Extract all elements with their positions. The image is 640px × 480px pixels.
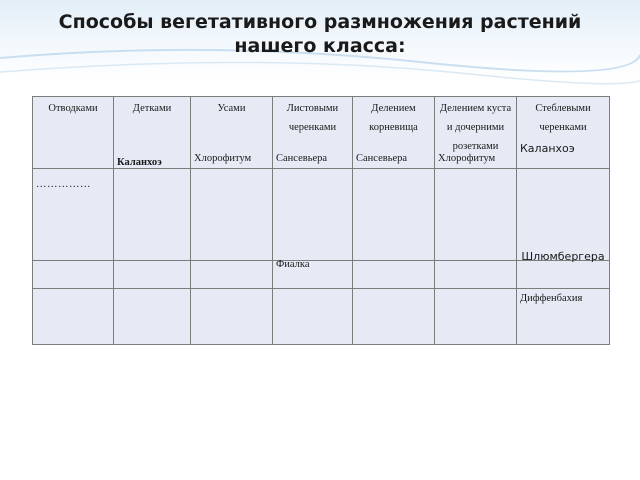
table-cell: Сансевьера xyxy=(353,169,435,261)
table-cell: Хлорофитум xyxy=(435,169,517,261)
table-cell xyxy=(114,289,191,345)
table-cell xyxy=(114,261,191,289)
header-cell-rhizome-division: Делением корневища xyxy=(353,97,435,169)
header-cell-runners: Усами xyxy=(191,97,273,169)
table-row xyxy=(33,261,610,289)
table-cell: Шлюмбергера xyxy=(517,261,610,289)
table-cell xyxy=(273,289,353,345)
table-cell xyxy=(435,289,517,345)
table-cell xyxy=(33,289,114,345)
table-cell: Фиалка xyxy=(273,261,353,289)
table-cell xyxy=(353,289,435,345)
header-cell-stem-cuttings: Стеблевыми черенками xyxy=(517,97,610,169)
table-cell: Диффенбахия xyxy=(517,289,610,345)
table-cell xyxy=(435,261,517,289)
page-title-line-1: Способы вегетативного размножения растений xyxy=(58,11,582,33)
page-title-line-2: нашего класса: xyxy=(234,35,406,57)
table-cell: Каланхоэ xyxy=(114,169,191,261)
table-cell xyxy=(191,289,273,345)
table-row xyxy=(33,289,610,345)
table-cell: Сансевьера xyxy=(273,169,353,261)
table-cell: …………… xyxy=(33,169,114,261)
table-cell xyxy=(353,261,435,289)
header-cell-leaf-cuttings: Листовыми черенками xyxy=(273,97,353,169)
table-cell xyxy=(191,261,273,289)
table-cell xyxy=(33,261,114,289)
header-cell-bush-division: Делением куста и дочерними розетками xyxy=(435,97,517,169)
header-cell-layering: Отводками xyxy=(33,97,114,169)
header-cell-offsets: Детками xyxy=(114,97,191,169)
propagation-methods-table xyxy=(32,96,610,345)
table-cell: Хлорофитум xyxy=(191,169,273,261)
table-cell: Каланхоэ xyxy=(517,169,610,261)
page-title xyxy=(0,10,640,58)
